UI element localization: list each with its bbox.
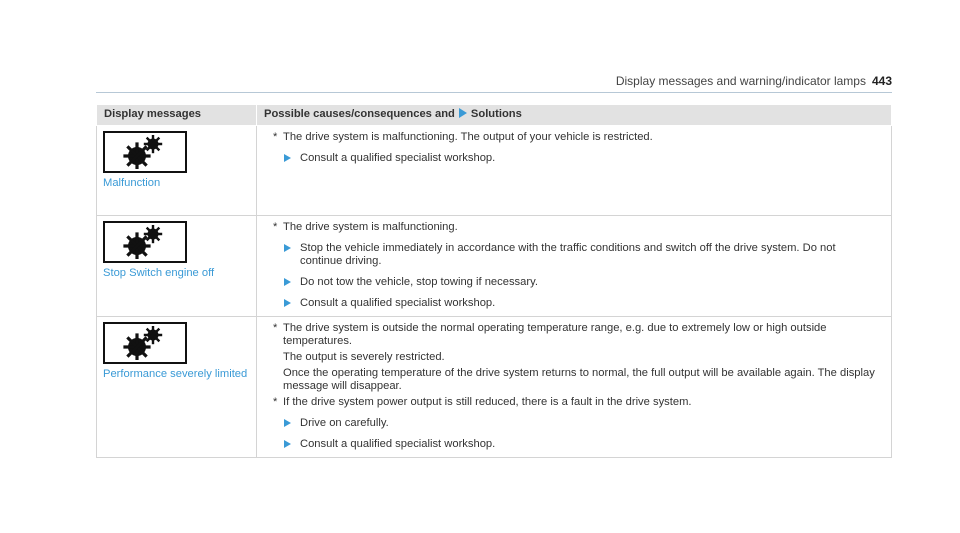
- message-cell: [97, 216, 257, 317]
- solution-arrow-icon: [459, 108, 467, 118]
- cause-text: The drive system is malfunctioning. The output of your vehicle is restricted.: [283, 131, 653, 143]
- gears-icon: [103, 322, 187, 364]
- header-title: Display messages and warning/indicator lamps: [615, 74, 866, 88]
- solution-step: [273, 152, 881, 165]
- step-text: Stop the vehicle immediately in accordance with the traffic conditions and switch off the drive system. Do not continue driving.: [300, 242, 836, 267]
- cause-item: * The drive system is malfunctioning. The output of your vehicle is restricted.: [273, 131, 653, 143]
- solution-cell: [257, 216, 892, 317]
- solution-step: [273, 417, 881, 430]
- step-arrow-icon: [284, 299, 291, 307]
- column-header-causes: Possible causes/consequences and: [264, 108, 455, 120]
- column-header-solutions: Solutions: [470, 108, 522, 120]
- step-text: Consult a qualified specialist workshop.: [300, 438, 496, 450]
- step-text: Do not tow the vehicle, stop towing if necessary.: [300, 276, 538, 288]
- solution-step: [273, 438, 881, 451]
- table-row: [97, 216, 892, 317]
- gears-icon: [103, 221, 187, 263]
- step-arrow-icon: [284, 244, 291, 252]
- message-cell: [97, 126, 257, 216]
- table-header-row: [97, 105, 892, 126]
- cause-item: * The drive system is outside the normal operating temperature range, e.g. due to extremely low or high outside temperatures.: [273, 322, 827, 347]
- solution-cell: [257, 126, 892, 216]
- step-arrow-icon: [284, 278, 291, 286]
- cause-text: The drive system is outside the normal operating temperature range, e.g. due to extremely low or high outside temperatures.: [283, 322, 827, 347]
- column-header-causes-solutions: [257, 105, 892, 126]
- cause-item: * If the drive system power output is still reduced, there is a fault in the drive system.: [273, 396, 692, 408]
- step-text: Consult a qualified specialist workshop.: [300, 297, 496, 309]
- column-header-display-messages: Display messages: [97, 105, 257, 126]
- message-label: Malfunction: [103, 177, 161, 189]
- cause-text: If the drive system power output is still reduced, there is a fault in the drive system.: [283, 396, 692, 408]
- table-row: [97, 317, 892, 458]
- table-row: [97, 126, 892, 216]
- step-arrow-icon: [284, 419, 291, 427]
- solution-step: [273, 242, 881, 268]
- gears-icon: [103, 131, 187, 173]
- step-text: Consult a qualified specialist workshop.: [300, 152, 496, 164]
- cause-text: The drive system is malfunctioning.: [283, 221, 458, 233]
- cause-detail: The output is severely restricted.: [283, 351, 445, 363]
- solution-step: [273, 276, 881, 289]
- message-label: Performance severely limited: [103, 368, 248, 380]
- step-text: Drive on carefully.: [300, 417, 389, 429]
- solution-step: [273, 297, 881, 310]
- message-cell: [97, 317, 257, 458]
- message-label: Stop Switch engine off: [103, 267, 215, 279]
- running-header: [616, 74, 892, 88]
- display-messages-table: [96, 104, 892, 458]
- cause-item: * The drive system is malfunctioning.: [273, 221, 458, 233]
- header-divider: [96, 92, 892, 93]
- page-number: 443: [871, 74, 892, 88]
- solution-cell: [257, 317, 892, 458]
- step-arrow-icon: [284, 154, 291, 162]
- step-arrow-icon: [284, 440, 291, 448]
- cause-detail: Once the operating temperature of the drive system returns to normal, the full output will be available again. The display message will disappear.: [283, 367, 875, 392]
